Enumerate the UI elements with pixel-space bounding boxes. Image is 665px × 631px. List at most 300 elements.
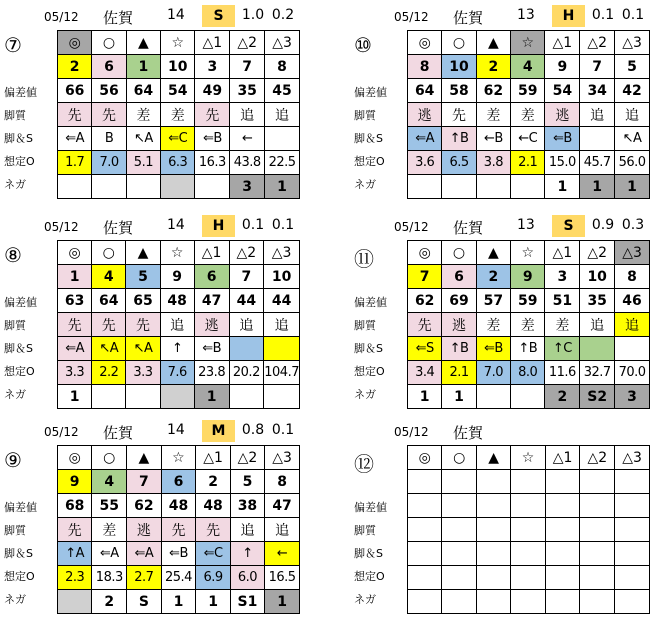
leg-speed-cell: ↑C [545,337,580,361]
negative-cell: 1 [161,590,196,614]
deviation-cell: 49 [195,79,230,103]
negative-cell: 1 [58,385,92,409]
odds-cell: 3.6 [408,151,442,175]
leg-speed-cell [615,542,650,566]
row-label: 想定O [354,570,385,583]
running-style-cell: 追 [230,518,264,542]
negative-cell: 1 [615,175,650,199]
horse-number-cell: 8 [615,265,650,289]
running-style-cell: 追 [160,313,194,337]
negative-cell [161,175,195,199]
field-size: 14 [167,217,185,233]
running-style-cell [615,518,650,542]
horse-number-cell: 7 [230,55,265,79]
odds-cell: 2.1 [511,151,545,175]
mark-cell: ☆ [161,446,196,470]
deviation-cell [511,494,545,518]
race-date: 05/12 [394,425,429,439]
running-style-cell: 追 [615,103,650,127]
deviation-cell: 47 [265,494,300,518]
horse-number-cell: 4 [92,470,127,494]
grid-row [408,127,650,151]
mark-cell: ☆ [161,31,195,55]
horse-number-cell: 8 [265,55,300,79]
venue-name: 佐賀 [453,9,484,27]
grid-row [58,241,300,265]
mark-cell: △1 [196,446,230,470]
panel-header [350,420,650,442]
odds-cell: 2.1 [442,361,476,385]
leg-speed-cell: ↑B [511,337,545,361]
running-style-cell: 逃 [442,313,476,337]
odds-cell: 1.7 [58,151,92,175]
grid-row [58,151,300,175]
odds-cell: 32.7 [580,361,615,385]
grid-row [408,241,650,265]
deviation-cell [476,494,510,518]
grid-row [58,103,300,127]
mark-cell: ▲ [476,241,510,265]
grid-row [408,446,650,470]
leg-speed-cell: ⇐C [196,542,230,566]
negative-cell [476,590,510,614]
odds-cell [408,566,442,590]
horse-number-cell: 3 [195,55,230,79]
running-style-cell: 逃 [194,313,229,337]
deviation-cell: 47 [194,289,229,313]
venue-name: 佐賀 [103,424,134,442]
odds-cell: 3.8 [476,151,510,175]
horse-number-cell: 1 [126,55,160,79]
deviation-cell: 68 [58,494,92,518]
odds-cell: 43.8 [230,151,265,175]
race-panel [350,420,650,620]
grid-row [408,518,650,542]
leg-speed-cell [615,337,650,361]
horse-number-cell: 10 [442,55,476,79]
odds-cell: 15.0 [545,151,580,175]
row-label: 偏差値 [354,86,387,99]
grid-row [58,337,300,361]
row-label: 想定O [354,365,385,378]
horse-number-cell: 6 [194,265,229,289]
row-label: 脚質 [4,109,26,122]
leg-speed-cell: ⇐C [161,127,195,151]
row-label: ネガ [354,388,376,401]
horse-number-cell: 7 [408,265,442,289]
odds-cell: 3.3 [58,361,92,385]
deviation-cell: 62 [476,79,510,103]
grid-row [58,289,300,313]
horse-number-cell: 2 [58,55,92,79]
race-number: ⑦ [4,33,22,57]
mark-cell: △3 [265,446,300,470]
deviation-cell: 35 [230,79,265,103]
index-value-2: 0.2 [271,7,295,23]
grid-row [58,518,300,542]
leg-speed-cell [580,337,615,361]
leg-speed-cell: ↑B [442,127,476,151]
negative-cell [126,175,160,199]
negative-cell: 1 [265,590,300,614]
negative-cell: 1 [545,175,580,199]
grid-row [58,385,300,409]
row-label: 偏差値 [354,501,387,514]
negative-cell [511,590,545,614]
row-label: 脚＆S [354,132,383,145]
mark-cell: △2 [580,241,615,265]
panel-header [0,5,300,27]
running-style-cell: 先 [58,103,92,127]
row-label: 脚質 [354,319,376,332]
running-style-cell: 追 [615,313,650,337]
odds-cell: 2.2 [92,361,126,385]
odds-cell: 2.7 [127,566,161,590]
leg-speed-cell [511,542,545,566]
negative-cell: S2 [580,385,615,409]
track-condition: S [202,5,235,27]
running-style-cell: 先 [195,103,230,127]
deviation-cell: 34 [580,79,615,103]
odds-cell: 3.3 [126,361,160,385]
horse-number-cell: 7 [127,470,161,494]
grid-row [408,151,650,175]
track-condition: S [552,215,585,237]
odds-cell: 45.7 [580,151,615,175]
row-label: 脚＆S [354,547,383,560]
mark-cell: ◎ [58,446,92,470]
grid-row [58,31,300,55]
grid-row [58,175,300,199]
race-panel [0,5,300,205]
leg-speed-cell: ←C [511,127,545,151]
horse-number-cell: 10 [161,55,195,79]
row-label: ネガ [4,178,26,191]
mark-cell: ○ [92,31,126,55]
running-style-cell [408,518,442,542]
index-value-2: 0.1 [621,7,645,23]
mark-cell: ◎ [408,31,442,55]
mark-cell: ○ [92,446,127,470]
odds-cell: 70.0 [615,361,650,385]
race-number: ⑧ [4,243,22,267]
negative-cell [615,590,650,614]
negative-cell [511,175,545,199]
row-label: 脚＆S [4,342,33,355]
grid-row [58,79,300,103]
deviation-cell: 64 [408,79,442,103]
horse-number-cell: 9 [160,265,194,289]
row-label: 偏差値 [354,296,387,309]
prediction-grid [57,240,300,409]
negative-cell: 1 [408,385,442,409]
race-number: ⑫ [354,452,374,476]
grid-row [408,31,650,55]
negative-cell [580,590,615,614]
negative-cell [58,175,92,199]
horse-number-cell: 5 [126,265,160,289]
horse-number-cell [580,470,615,494]
row-label: 脚＆S [4,547,33,560]
grid-row [408,103,650,127]
running-style-cell: 先 [196,518,230,542]
mark-cell: △3 [615,31,650,55]
mark-cell: ☆ [511,446,545,470]
panel-header [350,215,650,237]
deviation-cell: 44 [229,289,264,313]
negative-cell [476,385,510,409]
leg-speed-cell: ⇐A [92,542,127,566]
negative-cell: 3 [230,175,265,199]
odds-cell [615,566,650,590]
negative-cell [511,385,545,409]
grid-row [408,289,650,313]
deviation-cell: 42 [615,79,650,103]
horse-number-cell: 9 [58,470,92,494]
negative-cell [442,175,476,199]
horse-number-cell: 6 [161,470,196,494]
deviation-cell [545,494,580,518]
odds-cell: 7.0 [92,151,126,175]
running-style-cell: 逃 [127,518,161,542]
mark-cell: ▲ [476,446,510,470]
deviation-cell: 54 [545,79,580,103]
grid-row [408,175,650,199]
leg-speed-cell: ⇐B [195,127,230,151]
prediction-grid [57,445,300,614]
mark-cell: ○ [442,31,476,55]
negative-cell [160,385,194,409]
deviation-cell: 62 [127,494,161,518]
index-value-1: 0.8 [241,422,265,438]
mark-cell: △2 [580,31,615,55]
leg-speed-cell: ⇐A [127,542,161,566]
running-style-cell: 逃 [545,103,580,127]
negative-cell [476,175,510,199]
row-label: 脚質 [4,524,26,537]
running-style-cell: 差 [511,313,545,337]
leg-speed-cell: ↖A [126,127,160,151]
mark-cell: △2 [229,241,264,265]
deviation-cell: 55 [92,494,127,518]
prediction-grid [407,445,650,614]
prediction-grid [407,240,650,409]
field-size: 13 [517,217,535,233]
leg-speed-cell: ↖A [126,337,160,361]
leg-speed-cell: ⇐S [408,337,442,361]
odds-cell: 56.0 [615,151,650,175]
running-style-cell: 先 [92,313,126,337]
odds-cell [511,566,545,590]
grid-row [408,542,650,566]
running-style-cell: 差 [161,103,195,127]
odds-cell: 25.4 [161,566,196,590]
negative-cell: 2 [545,385,580,409]
field-size: 14 [167,7,185,23]
horse-number-cell [511,470,545,494]
grid-row [408,55,650,79]
mark-cell: △2 [230,446,264,470]
running-style-cell: 先 [442,103,476,127]
mark-cell: ▲ [126,241,160,265]
running-style-cell: 先 [126,313,160,337]
race-number: ⑩ [354,33,372,57]
deviation-cell: 56 [92,79,126,103]
mark-cell: ☆ [511,31,545,55]
leg-speed-cell [580,127,615,151]
leg-speed-cell: ↑ [230,542,264,566]
leg-speed-cell: B [92,127,126,151]
mark-cell: ▲ [126,31,160,55]
running-style-cell: 追 [230,103,265,127]
row-label: 脚質 [354,524,376,537]
odds-cell: 11.6 [545,361,580,385]
horse-number-cell [476,470,510,494]
horse-number-cell: 5 [615,55,650,79]
running-style-cell: 先 [58,518,92,542]
deviation-cell: 44 [264,289,300,313]
leg-speed-cell: ⇐A [58,337,92,361]
odds-cell [442,566,476,590]
horse-number-cell: 6 [442,265,476,289]
leg-speed-cell [265,127,300,151]
row-label: ネガ [4,388,26,401]
horse-number-cell: 7 [580,55,615,79]
negative-cell: 1 [580,175,615,199]
venue-name: 佐賀 [453,219,484,237]
race-panel [350,5,650,205]
grid-row [408,337,650,361]
negative-cell [195,175,230,199]
negative-cell: S [127,590,161,614]
track-condition: H [552,5,585,27]
mark-cell: ○ [92,241,126,265]
deviation-cell: 57 [476,289,510,313]
running-style-cell: 差 [126,103,160,127]
deviation-cell: 62 [408,289,442,313]
venue-name: 佐賀 [103,9,134,27]
deviation-cell: 66 [58,79,92,103]
deviation-cell: 35 [580,289,615,313]
field-size: 14 [167,422,185,438]
panel-header [0,215,300,237]
leg-speed-cell: ← [230,127,265,151]
leg-speed-cell [476,542,510,566]
deviation-cell: 65 [126,289,160,313]
running-style-cell: 先 [408,313,442,337]
grid-row [408,79,650,103]
grid-row [408,385,650,409]
race-panel [350,215,650,415]
track-condition: H [202,215,235,237]
negative-cell [229,385,264,409]
leg-speed-cell [229,337,264,361]
running-style-cell [476,518,510,542]
index-value-1: 1.0 [241,7,265,23]
race-date: 05/12 [394,10,429,24]
horse-number-cell: 4 [511,55,545,79]
leg-speed-cell: ↑B [442,337,476,361]
race-date: 05/12 [44,220,79,234]
race-date: 05/12 [44,10,79,24]
mark-cell: △3 [264,241,300,265]
index-value-2: 0.1 [271,422,295,438]
horse-number-cell: 4 [92,265,126,289]
running-style-cell: 逃 [408,103,442,127]
horse-number-cell: 2 [196,470,230,494]
deviation-cell: 38 [230,494,264,518]
deviation-cell: 48 [196,494,230,518]
odds-cell: 18.3 [92,566,127,590]
horse-number-cell: 6 [92,55,126,79]
deviation-cell: 54 [161,79,195,103]
grid-row [58,542,300,566]
grid-row [58,470,300,494]
leg-speed-cell [264,337,300,361]
horse-number-cell [545,470,580,494]
race-number: ⑨ [4,448,22,472]
mark-cell: ▲ [476,31,510,55]
horse-number-cell: 1 [58,265,92,289]
running-style-cell: 差 [511,103,545,127]
race-date: 05/12 [44,425,79,439]
grid-row [58,494,300,518]
leg-speed-cell: ↑ [160,337,194,361]
running-style-cell: 差 [476,313,510,337]
deviation-cell: 45 [265,79,300,103]
odds-cell: 104.7 [264,361,300,385]
row-label: 想定O [4,570,35,583]
grid-row [408,313,650,337]
deviation-cell: 48 [160,289,194,313]
leg-speed-cell: ↖A [92,337,126,361]
field-size: 13 [517,7,535,23]
mark-cell: ☆ [511,241,545,265]
row-label: 想定O [354,155,385,168]
row-label: ネガ [354,178,376,191]
venue-name: 佐賀 [103,219,134,237]
leg-speed-cell [545,542,580,566]
grid-row [408,590,650,614]
running-style-cell [442,518,476,542]
running-style-cell: 先 [58,313,92,337]
grid-row [58,361,300,385]
running-style-cell: 追 [264,313,300,337]
negative-cell [264,385,300,409]
mark-cell: △1 [545,31,580,55]
horse-number-cell: 9 [511,265,545,289]
odds-cell: 22.5 [265,151,300,175]
mark-cell: ☆ [160,241,194,265]
odds-cell: 6.9 [196,566,230,590]
mark-cell: △3 [615,241,650,265]
grid-row [408,265,650,289]
deviation-cell: 58 [442,79,476,103]
mark-cell: ◎ [408,446,442,470]
grid-row [58,127,300,151]
leg-speed-cell: ⇐B [161,542,196,566]
odds-cell: 2.3 [58,566,92,590]
running-style-cell: 差 [476,103,510,127]
deviation-cell [580,494,615,518]
grid-row [58,566,300,590]
odds-cell: 8.0 [511,361,545,385]
row-label: 脚＆S [4,132,33,145]
mark-cell: ○ [442,241,476,265]
deviation-cell [442,494,476,518]
deviation-cell: 59 [511,289,545,313]
grid-row [58,590,300,614]
